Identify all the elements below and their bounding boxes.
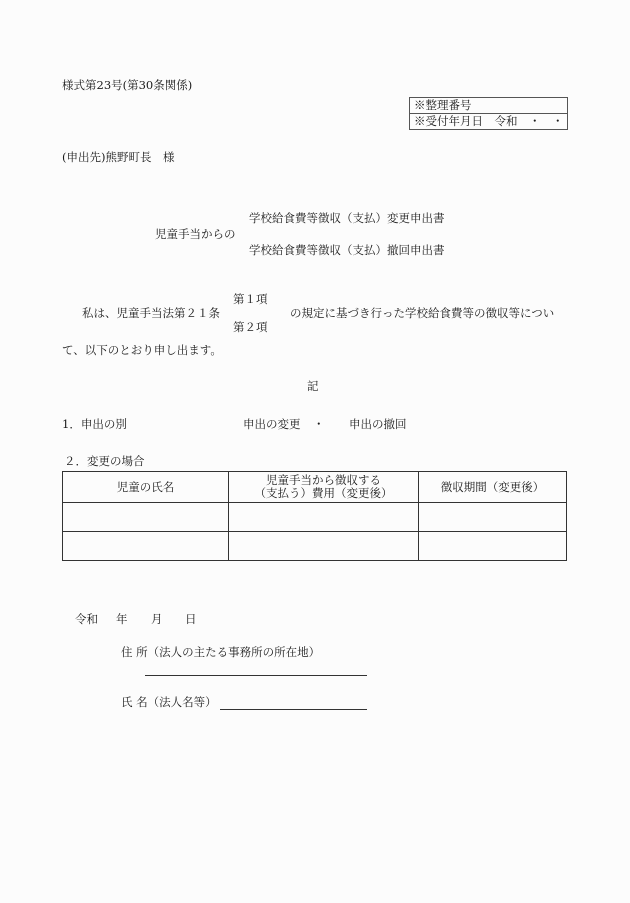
col-fee-line2: （支払う）費用（変更後） (254, 486, 393, 500)
address-field-line[interactable] (145, 675, 367, 676)
ref-number-field: ※整理番号 (414, 98, 472, 112)
name-label: 氏 名（法人名等） (121, 695, 217, 709)
title-prefix: 児童手当からの (155, 227, 236, 241)
title-option-withdraw: 学校給食費等徴収（支払）撤回申出書 (249, 243, 445, 257)
date-month: 月 (151, 612, 163, 626)
col-fee (229, 472, 419, 503)
section2-label: ２．変更の場合 (64, 454, 145, 468)
statement-intro: 私は、児童手当法第２１条 (82, 306, 220, 320)
col-child-name: 児童の氏名 (63, 472, 229, 503)
cell-child-name[interactable] (63, 503, 229, 532)
section1-label: 1．申出の別 (62, 417, 127, 431)
date-day: 日 (185, 612, 197, 626)
option-change: 申出の変更 (243, 417, 301, 431)
clause-1: 第１項 (233, 292, 268, 306)
statement-continuation: の規定に基づき行った学校給食費等の徴収等につい (290, 306, 555, 320)
received-date-field: ※受付年月日 令和 ・ ・ (410, 113, 567, 129)
option-withdraw: 申出の撤回 (349, 417, 407, 431)
form-number: 様式第23号(第30条関係) (62, 78, 193, 92)
title-option-change: 学校給食費等徴収（支払）変更申出書 (249, 211, 445, 225)
table-row (63, 532, 567, 561)
date-era: 令和 (75, 612, 98, 626)
cell-child-name[interactable] (63, 532, 229, 561)
col-fee-line1: 児童手当から徴収する (266, 473, 381, 487)
clause-2: 第２項 (233, 320, 268, 334)
cell-fee[interactable] (229, 503, 419, 532)
col-period: 徴収期間（変更後） (419, 472, 567, 503)
ki-heading: 記 (307, 379, 319, 393)
changes-table (62, 471, 567, 561)
name-field-line[interactable] (220, 709, 367, 710)
date-year: 年 (116, 612, 128, 626)
reception-box (409, 97, 568, 130)
statement-line2: て、以下のとおり申し出ます。 (62, 343, 222, 357)
table-row (63, 503, 567, 532)
table-header-row (63, 472, 567, 503)
address-label: 住 所（法人の主たる事務所の所在地） (121, 645, 321, 659)
cell-period[interactable] (419, 503, 567, 532)
cell-period[interactable] (419, 532, 567, 561)
addressee: (申出先)熊野町長 様 (62, 150, 175, 164)
option-separator: ・ (313, 417, 325, 431)
cell-fee[interactable] (229, 532, 419, 561)
